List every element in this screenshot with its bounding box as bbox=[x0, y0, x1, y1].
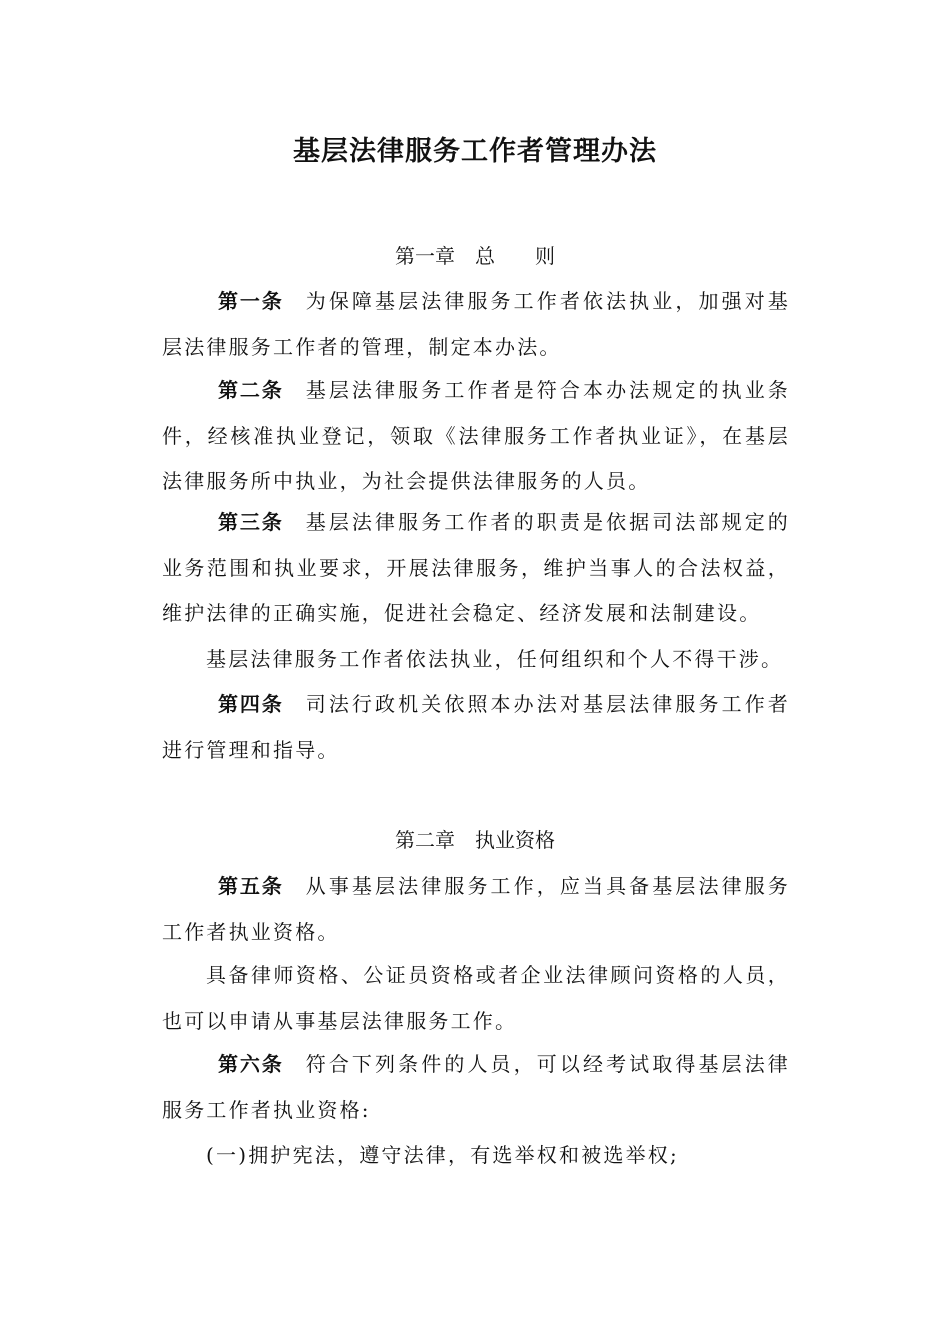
article-4 bbox=[162, 682, 790, 773]
document-title: 基层法律服务工作者管理办法 bbox=[293, 136, 657, 167]
list-item-text: (一)拥护宪法，遵守法律，有选举权和被选举权; bbox=[206, 1143, 679, 1167]
article-text: 基层法律服务工作者的职责是依据司法部规定的业务范围和执业要求，开展法律服务，维护当事人的合法权益，维护法律的正确实施，促进社会稳定、经济发展和法制建设。 bbox=[162, 510, 791, 625]
article-1 bbox=[162, 279, 790, 370]
article-text: 符合下列条件的人员，可以经考试取得基层法律服务工作者执业资格: bbox=[162, 1052, 791, 1122]
paragraph-text: 具备律师资格、公证员资格或者企业法律顾问资格的人员，也可以申请从事基层法律服务工作。 bbox=[162, 963, 790, 1033]
article-text: 司法行政机关依照本办法对基层法律服务工作者进行管理和指导。 bbox=[162, 692, 791, 762]
article-6 bbox=[162, 1042, 790, 1133]
article-label: 第一条 bbox=[218, 289, 284, 313]
article-label: 第三条 bbox=[218, 510, 284, 534]
article-text: 基层法律服务工作者是符合本办法规定的执业条件，经核准执业登记，领取《法律服务工作者执业证》，在基层法律服务所中执业，为社会提供法律服务的人员。 bbox=[162, 378, 791, 493]
paragraph-text: 基层法律服务工作者依法执业，任何组织和个人不得干涉。 bbox=[206, 647, 784, 671]
article-5 bbox=[162, 864, 790, 955]
article-label: 第二条 bbox=[218, 378, 284, 402]
article-text: 从事基层法律服务工作，应当具备基层法律服务工作者执业资格。 bbox=[162, 874, 791, 944]
article-text: 为保障基层法律服务工作者依法执业，加强对基层法律服务工作者的管理，制定本办法。 bbox=[162, 289, 791, 359]
article-label: 第六条 bbox=[218, 1052, 284, 1076]
article-2 bbox=[162, 368, 790, 505]
article-label: 第五条 bbox=[218, 874, 284, 898]
article-6-item-1 bbox=[162, 1133, 790, 1179]
article-label: 第四条 bbox=[218, 692, 284, 716]
chapter-heading-2: 第二章 执业资格 bbox=[395, 828, 555, 852]
article-5-paragraph-2 bbox=[162, 953, 790, 1044]
article-3-paragraph-2 bbox=[162, 637, 790, 683]
chapter-heading-1: 第一章 总 则 bbox=[395, 244, 555, 268]
article-3 bbox=[162, 500, 790, 637]
